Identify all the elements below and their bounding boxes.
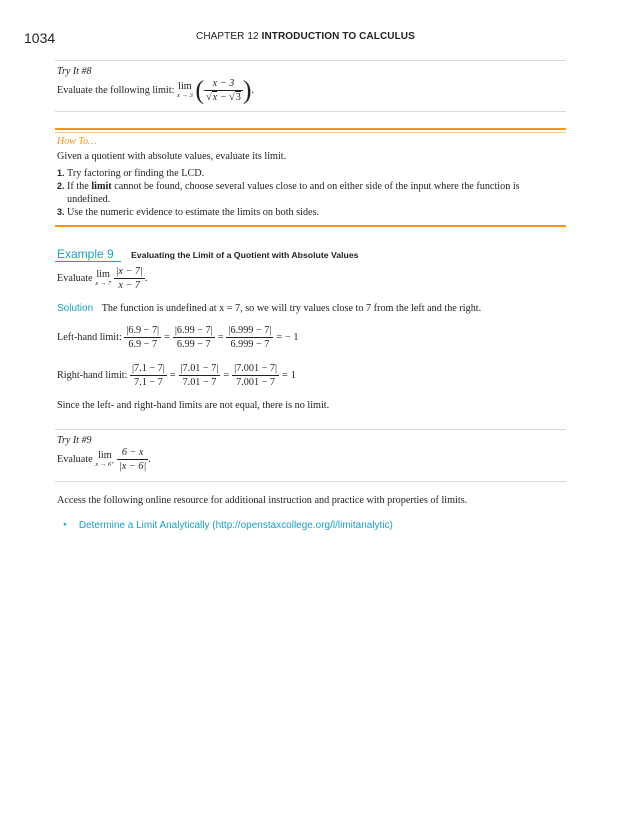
equals-sign: = [282, 370, 288, 381]
fraction-numerator: |x − 7| [115, 266, 143, 277]
example-9-fraction [114, 265, 145, 292]
how-to-step [57, 180, 562, 206]
period: . [251, 85, 255, 96]
try-it-8-lim [177, 82, 193, 100]
fraction-numerator: |6.9 − 7| [126, 325, 160, 336]
fraction-numerator: 6 − x [117, 446, 148, 460]
how-to-label: How To… [57, 136, 97, 147]
fraction-denominator: 6.99 − 7 [176, 339, 211, 350]
step-number: 1. [57, 168, 65, 178]
equals-sign: = [217, 332, 224, 343]
period: . [144, 273, 148, 284]
fraction-denominator: |x − 6| [119, 461, 147, 472]
try-it-9-bottom-rule [55, 481, 566, 482]
left-fraction [173, 324, 215, 351]
try-it-9-fraction [117, 446, 148, 473]
equals-sign: = [169, 370, 176, 381]
bullet-icon: • [63, 519, 67, 531]
step-text-continued: cannot be found, choose several values close to and on either side of the input where the function is undefined. [67, 181, 520, 205]
step-number: 2. [57, 181, 65, 191]
left-paren: ( [195, 75, 205, 105]
fraction-numerator: |6.99 − 7| [174, 325, 213, 336]
try-it-9-lim [95, 451, 114, 469]
try-it-8-prompt: Evaluate the following limit: [57, 85, 175, 96]
fraction-denominator: 7.1 − 7 [134, 377, 163, 388]
step-text: Use the numeric evidence to estimate the limits on both sides. [67, 207, 320, 218]
example-9-problem [57, 265, 147, 292]
page-number: 1034 [24, 30, 56, 46]
left-hand-limit-row [57, 324, 299, 351]
lim-word: lim [178, 80, 192, 92]
right-fraction [130, 362, 167, 389]
lim-word: lim [98, 449, 112, 461]
right-hand-limit-row [57, 362, 296, 389]
fraction-denominator: 7.01 − 7 [182, 377, 217, 388]
fraction-denominator [204, 91, 243, 104]
equals-sign: = [276, 332, 283, 343]
left-hand-limit-label: Left-hand limit: [57, 332, 122, 343]
how-to-bottom-bar [55, 225, 566, 227]
step-bold-term: limit [91, 181, 112, 192]
fraction-numerator: |7.001 − 7| [234, 363, 278, 374]
try-it-8-label: Try It #8 [57, 66, 92, 77]
fraction-denominator: 6.9 − 7 [128, 339, 158, 350]
resource-link[interactable]: Determine a Limit Analytically (http://openstaxcollege.org/l/limitanalytic) [78, 520, 393, 531]
lim-subscript: x → 3 [176, 91, 193, 99]
fraction-numerator: |7.01 − 7| [180, 363, 219, 374]
fraction-numerator: |7.1 − 7| [132, 363, 165, 374]
how-to-steps [57, 167, 562, 219]
solution-label: Solution [57, 303, 94, 314]
sqrt-radicand-b: 3 [235, 92, 241, 103]
solution-text: The function is undefined at x = 7, so we will try values close to 7 from the left and the right. [101, 303, 482, 314]
period: . [148, 454, 151, 465]
chapter-title: INTRODUCTION TO CALCULUS [261, 31, 415, 42]
try-it-9-top-rule [55, 429, 566, 430]
equals-sign: = [223, 370, 230, 381]
left-fraction [124, 324, 161, 351]
example-9-evaluate: Evaluate [57, 273, 93, 284]
sqrt-sign-icon: √ [206, 92, 212, 103]
step-text: If the [67, 181, 92, 192]
try-it-9-label: Try It #9 [57, 435, 92, 446]
fraction-denominator: x − 7 [118, 280, 141, 291]
example-9-conclusion: Since the left- and right-hand limits are not equal, there is no limit. [57, 400, 330, 411]
right-paren: ) [242, 75, 252, 105]
lim-word: lim [96, 268, 110, 280]
lim-subscript: x → 6⁺ [95, 460, 115, 468]
right-result: 1 [290, 370, 296, 381]
how-to-intro: Given a quotient with absolute values, evaluate its limit. [57, 151, 287, 162]
equals-sign: = [164, 332, 170, 343]
fraction-denominator: 6.999 − 7 [230, 339, 270, 350]
try-it-8-problem [57, 77, 254, 104]
step-text: Try factoring or finding the LCD. [67, 168, 205, 179]
lim-subscript: x → 7 [95, 279, 112, 287]
left-result: − 1 [285, 332, 299, 343]
example-9-label: Example 9 [57, 247, 114, 261]
resource-link-item[interactable] [63, 515, 393, 533]
how-to-top-bar [55, 128, 566, 130]
how-to-step [57, 167, 562, 180]
example-9-solution [57, 302, 481, 315]
try-it-8-fraction [204, 77, 243, 104]
fraction-denominator: 7.001 − 7 [236, 377, 275, 388]
chapter-prefix: CHAPTER 12 [196, 31, 259, 42]
right-fraction [179, 362, 221, 389]
try-it-9-problem [57, 446, 151, 473]
how-to-top-bar-thin [55, 132, 566, 133]
example-9-lim [95, 270, 111, 288]
resources-intro: Access the following online resource for additional instruction and practice with properties of limits. [57, 495, 468, 506]
sqrt-radicand-a: x [212, 92, 218, 103]
right-hand-limit-label: Right-hand limit: [57, 370, 128, 381]
example-9-underline [55, 261, 121, 262]
right-fraction [232, 362, 279, 389]
den-minus: − [219, 92, 227, 103]
left-fraction [226, 324, 273, 351]
try-it-9-evaluate: Evaluate [57, 454, 93, 465]
try-it-8-top-rule [55, 60, 566, 61]
chapter-heading [196, 31, 415, 42]
how-to-step [57, 206, 562, 219]
step-number: 3. [57, 207, 65, 217]
example-9-title: Evaluating the Limit of a Quotient with Absolute Values [131, 250, 359, 260]
fraction-numerator: x − 3 [204, 77, 243, 91]
fraction-numerator: |6.999 − 7| [228, 325, 272, 336]
sqrt-sign-icon: √ [229, 92, 235, 103]
try-it-8-bottom-rule [55, 111, 566, 112]
